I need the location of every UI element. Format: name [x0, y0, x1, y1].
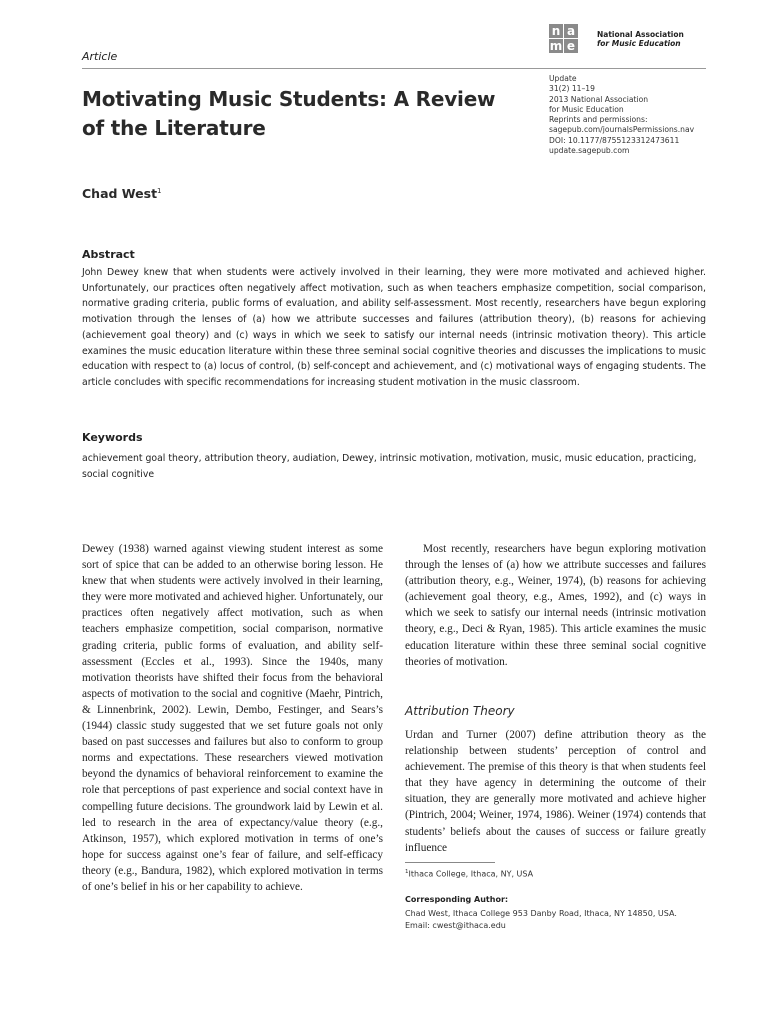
logo-letter-n: n: [549, 24, 563, 38]
section-heading: Attribution Theory: [405, 704, 515, 718]
logo-letter-a: a: [564, 24, 578, 38]
author-affiliation-mark: 1: [157, 186, 162, 195]
logo-letter-e: e: [564, 39, 578, 53]
body-column-right-intro: Most recently, researchers have begun exploring motivation through the lenses of (a) how we attribute successes and failures (attribution theory, e.g., Weiner, 1974), (b) reasons for achieving (achievement goal theory, e.g., Ames, 1992), and (c) ways in which we seek to satisfy our internal needs (intrinsic motivation theory, e.g., Deci & Ryan, 1985). This article examines the music education literature within these three seminal social cognitive theories of motivation.: [405, 543, 706, 668]
meta-doi[interactable]: DOI: 10.1177/8755123312473611: [549, 135, 680, 145]
meta-copyright: 2013 National Association: [549, 94, 649, 104]
meta-copyright-2: for Music Education: [549, 104, 624, 114]
keywords-heading: Keywords: [82, 431, 143, 444]
article-title: Motivating Music Students: A Review of the Literature: [82, 87, 496, 140]
logo-letter-m: m: [549, 39, 563, 53]
affiliation-text: Ithaca College, Ithaca, NY, USA: [408, 869, 534, 879]
meta-journal: Update: [549, 74, 577, 83]
body-column-left: Dewey (1938) warned against viewing student interest as some sort of spice that can be added to an otherwise boring lesson. He knew that when students were actively involved in their learning, they were more motivated and achieved higher. Unfortunately, our practices often negatively affect motivation, such as when teachers emphasize competition, social comparison, normative grading criteria, public forms of evaluation, and ability self-assessment (Eccles et al., 1993). Since the 1940s, many motivation theorists have shifted their focus from the behavioral aspects of motivation to the social and cognitive (Maehr, Pintrich, & Linnenbrink, 2002). Lewin, Dembo, Festinger, and Sears’s (1944) classic study suggested that we set future goals not only based on past successes and failures but also to conform to group norms and expectations. These researchers viewed motivation beyond the dynamics of behavioral reinforcement to examine the role that perceptions of past experience and social context have in compelling future decisions. The groundwork laid by Lewin et al. led to research in the area of expectancy/value theory (e.g., Atkinson, 1957), which explored motivation in terms of one’s hope for success against one’s fear of failure, and self-efficacy theory (e.g., Bandura, 1982), which explored motivation in terms of one’s belief in his or her capability to achieve.: [82, 543, 383, 893]
corresponding-email[interactable]: Email: cwest@ithaca.edu: [405, 921, 506, 930]
corresponding-author: [405, 908, 715, 932]
author-name: Chad West: [82, 186, 158, 201]
meta-reprints: Reprints and permissions:: [549, 115, 648, 125]
article-label: Article: [82, 50, 118, 63]
logo-line-1: National Association: [597, 30, 684, 39]
abstract-heading: Abstract: [82, 248, 135, 261]
author: [82, 186, 162, 201]
logo-line-2: for Music Education: [597, 39, 681, 48]
corresponding-address: Chad West, Ithaca College 953 Danby Road, Ithaca, NY 14850, USA.: [405, 909, 677, 918]
abstract-text: John Dewey knew that when students were actively involved in their learning, they were more motivated and achieved higher. Unfortunately, our practices often negatively affect motivation, such as when teachers emphasize competition, social comparison, normative grading criteria, public forms of evaluation, and ability self-assessment. Most recently, researchers have begun exploring motivation through the lenses of (a) how we attribute successes and failures (attribution theory), (b) reasons for achieving (achievement goal theory) and (c) ways in which we seek to satisfy our internal needs (intrinsic motivation theory). This article examines the music education literature within these three seminal social cognitive theories and discusses the implications to music education with respect to (a) locus of control, (b) self-concept and achievement, and (c) motivational ways of engaging students. The article concludes with specific recommendations for increasing student motivation in the music classroom.: [82, 267, 706, 388]
meta-volume: 31(2) 11–19: [549, 84, 595, 94]
footnote-mark: 1: [405, 869, 409, 875]
corresponding-author-heading: Corresponding Author:: [405, 895, 509, 904]
meta-url[interactable]: update.sagepub.com: [549, 146, 630, 156]
footnote-rule: [405, 862, 495, 863]
footnote-affiliation: [405, 869, 533, 879]
body-column-right-section: Urdan and Turner (2007) define attribution theory as the relationship between students’ perception of control and achievement. The premise of this theory is that when students feel that they have agency in determining the outcome of their situation, they are generally more motivated and achieve higher (Pintrich, 2004; Weiner, 1974, 1986). Weiner (1974) contends that students’ beliefs about the causes of success or failure greatly influence: [405, 729, 706, 854]
logo-text: [597, 30, 684, 48]
meta-reprints-link[interactable]: sagepub.com/journalsPermissions.nav: [549, 125, 695, 135]
name-logo: [549, 24, 689, 56]
keywords-text: achievement goal theory, attribution theory, audiation, Dewey, intrinsic motivation, motivation, music, music education, practicing, social cognitive: [82, 453, 697, 480]
journal-meta: [549, 74, 694, 156]
header-rule: [82, 68, 706, 69]
